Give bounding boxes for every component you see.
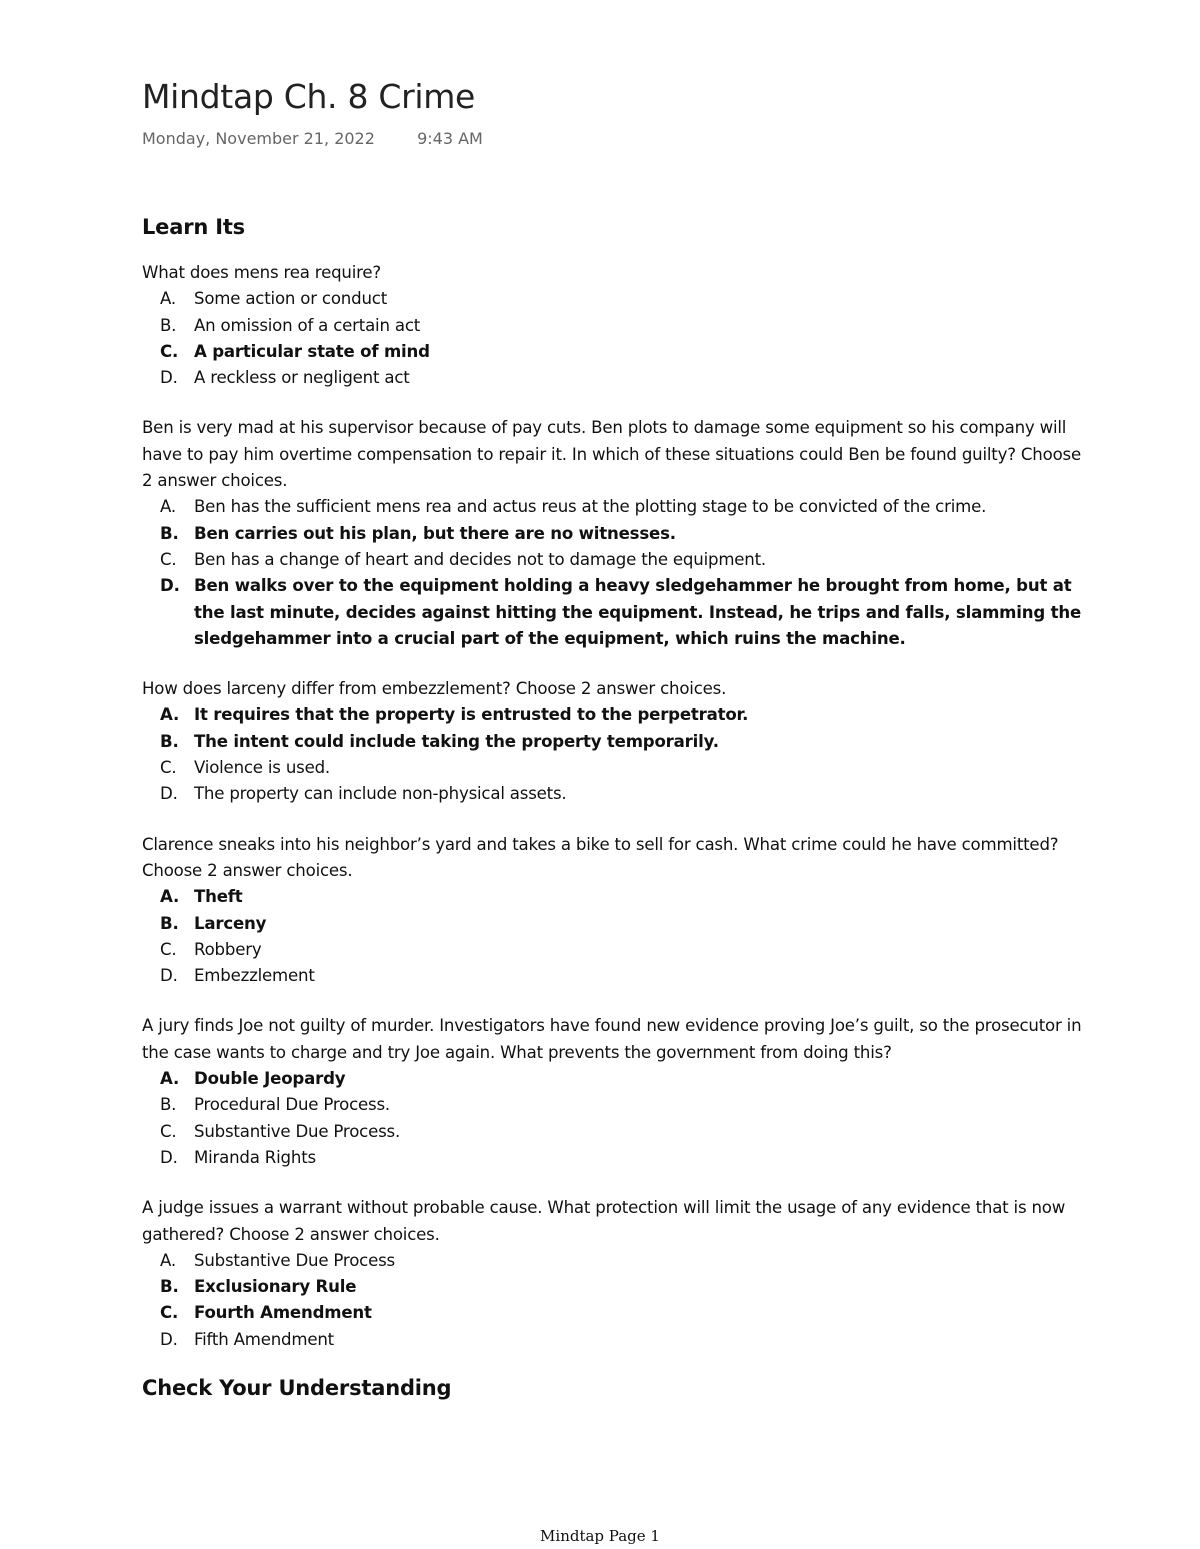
choice-letter: B. <box>160 523 179 543</box>
answer-choice-correct <box>142 1300 1082 1326</box>
question-block <box>142 1013 1082 1171</box>
question-list <box>142 260 1082 1353</box>
choice-letter: B. <box>160 315 177 335</box>
choice-letter: A. <box>160 705 180 725</box>
question-text: A jury finds Joe not guilty of murder. Investigators have found new evidence proving Joe’s guilt, so the prosecutor in the case wants to charge and try Joe again. What prevents the government from doing this? <box>142 1016 1082 1062</box>
answer-choice-list <box>142 286 1082 391</box>
choice-text: Ben carries out his plan, but there are no witnesses. <box>194 523 676 543</box>
question-text: What does mens rea require? <box>142 263 382 282</box>
page-title: Mindtap Ch. 8 Crime <box>142 77 476 116</box>
answer-choice-correct <box>142 729 1082 755</box>
choice-letter: C. <box>160 1121 177 1141</box>
question-text: How does larceny differ from embezzlement? Choose 2 answer choices. <box>142 679 727 699</box>
document-page <box>142 74 1082 1403</box>
choice-text: A particular state of mind <box>194 341 430 361</box>
choice-text: It requires that the property is entrusted to the perpetrator. <box>194 705 749 725</box>
choice-letter: B. <box>160 1095 177 1115</box>
question-block <box>142 260 1082 391</box>
choice-letter: D. <box>160 368 178 388</box>
choice-letter: C. <box>160 939 177 959</box>
answer-choice <box>142 313 1082 339</box>
page-date: Monday, November 21, 2022 <box>142 129 375 148</box>
answer-choice <box>142 1092 1082 1118</box>
answer-choice <box>142 286 1082 312</box>
question-block <box>142 1195 1082 1353</box>
answer-choice <box>142 494 1082 520</box>
answer-choice-list <box>142 884 1082 989</box>
choice-text: Double Jeopardy <box>194 1069 346 1089</box>
choice-letter: B. <box>160 731 179 751</box>
choice-letter: C. <box>160 758 177 778</box>
question-text: Ben is very mad at his supervisor because of pay cuts. Ben plots to damage some equipment so his company will have to pay him overtime compensation to repair it. In which of these situations could Ben be found guilty? Choose 2 answer choices. <box>142 418 1081 491</box>
choice-letter: C. <box>160 341 179 361</box>
page-metadata <box>142 128 1082 150</box>
question-block <box>142 832 1082 990</box>
choice-letter: C. <box>160 1303 179 1323</box>
choice-letter: B. <box>160 1277 179 1297</box>
choice-text: Fourth Amendment <box>194 1303 372 1323</box>
choice-text: Some action or conduct <box>194 289 388 309</box>
choice-letter: D. <box>160 1329 178 1349</box>
page-time: 9:43 AM <box>417 129 483 148</box>
choice-text: Exclusionary Rule <box>194 1277 357 1297</box>
answer-choice-correct <box>142 1274 1082 1300</box>
choice-letter: D. <box>160 576 180 596</box>
answer-choice-list <box>142 494 1082 652</box>
choice-text: The property can include non-physical assets. <box>194 784 567 804</box>
answer-choice <box>142 1248 1082 1274</box>
answer-choice-list <box>142 702 1082 807</box>
answer-choice <box>142 365 1082 391</box>
answer-choice <box>142 1327 1082 1353</box>
answer-choice <box>142 755 1082 781</box>
answer-choice-correct <box>142 884 1082 910</box>
choice-text: An omission of a certain act <box>194 315 421 335</box>
answer-choice <box>142 1145 1082 1171</box>
choice-text: Ben has a change of heart and decides not to damage the equipment. <box>194 549 766 569</box>
choice-text: A reckless or negligent act <box>194 368 410 388</box>
choice-letter: A. <box>160 1069 180 1089</box>
choice-text: Substantive Due Process <box>194 1250 395 1270</box>
choice-text: Theft <box>194 887 243 907</box>
choice-letter: A. <box>160 1250 176 1270</box>
choice-text: Larceny <box>194 913 267 933</box>
choice-letter: B. <box>160 913 179 933</box>
choice-text: The intent could include taking the property temporarily. <box>194 731 719 751</box>
answer-choice <box>142 937 1082 963</box>
question-text: Clarence sneaks into his neighbor’s yard and takes a bike to sell for cash. What crime could he have committed? Choose 2 answer choices. <box>142 834 1059 880</box>
question-block <box>142 676 1082 807</box>
choice-letter: D. <box>160 1147 178 1167</box>
choice-text: Miranda Rights <box>194 1147 316 1167</box>
choice-text: Procedural Due Process. <box>194 1095 390 1115</box>
answer-choice <box>142 547 1082 573</box>
choice-letter: A. <box>160 289 176 309</box>
choice-letter: A. <box>160 497 176 517</box>
choice-text: Fifth Amendment <box>194 1329 334 1349</box>
choice-letter: D. <box>160 784 178 804</box>
answer-choice-correct <box>142 911 1082 937</box>
answer-choice-correct <box>142 339 1082 365</box>
answer-choice-correct <box>142 521 1082 547</box>
choice-text: Ben has the sufficient mens rea and actus reus at the plotting stage to be convicted of the crime. <box>194 497 987 517</box>
question-text: A judge issues a warrant without probable cause. What protection will limit the usage of any evidence that is now gathered? Choose 2 answer choices. <box>142 1198 1066 1244</box>
choice-letter: D. <box>160 966 178 986</box>
answer-choice-list <box>142 1066 1082 1171</box>
answer-choice-correct <box>142 1066 1082 1092</box>
choice-letter: C. <box>160 549 177 569</box>
page-footer: Mindtap Page 1 <box>540 1527 660 1545</box>
question-block <box>142 415 1082 652</box>
answer-choice <box>142 1119 1082 1145</box>
answer-choice-correct <box>142 573 1082 652</box>
choice-text: Violence is used. <box>194 758 331 778</box>
answer-choice <box>142 781 1082 807</box>
choice-text: Robbery <box>194 939 262 959</box>
choice-text: Substantive Due Process. <box>194 1121 401 1141</box>
section-heading-check-your-understanding: Check Your Understanding <box>142 1375 452 1400</box>
answer-choice-correct <box>142 702 1082 728</box>
choice-text: Ben walks over to the equipment holding a heavy sledgehammer he brought from home, but at the last minute, decides against hitting the equipment. Instead, he trips and falls, slamming the sledgehammer into a crucial part of the equipment, which ruins the machine. <box>194 576 1082 648</box>
answer-choice <box>142 963 1082 989</box>
choice-text: Embezzlement <box>194 966 315 986</box>
section-heading-learn-its: Learn Its <box>142 215 245 239</box>
answer-choice-list <box>142 1248 1082 1353</box>
choice-letter: A. <box>160 887 180 907</box>
